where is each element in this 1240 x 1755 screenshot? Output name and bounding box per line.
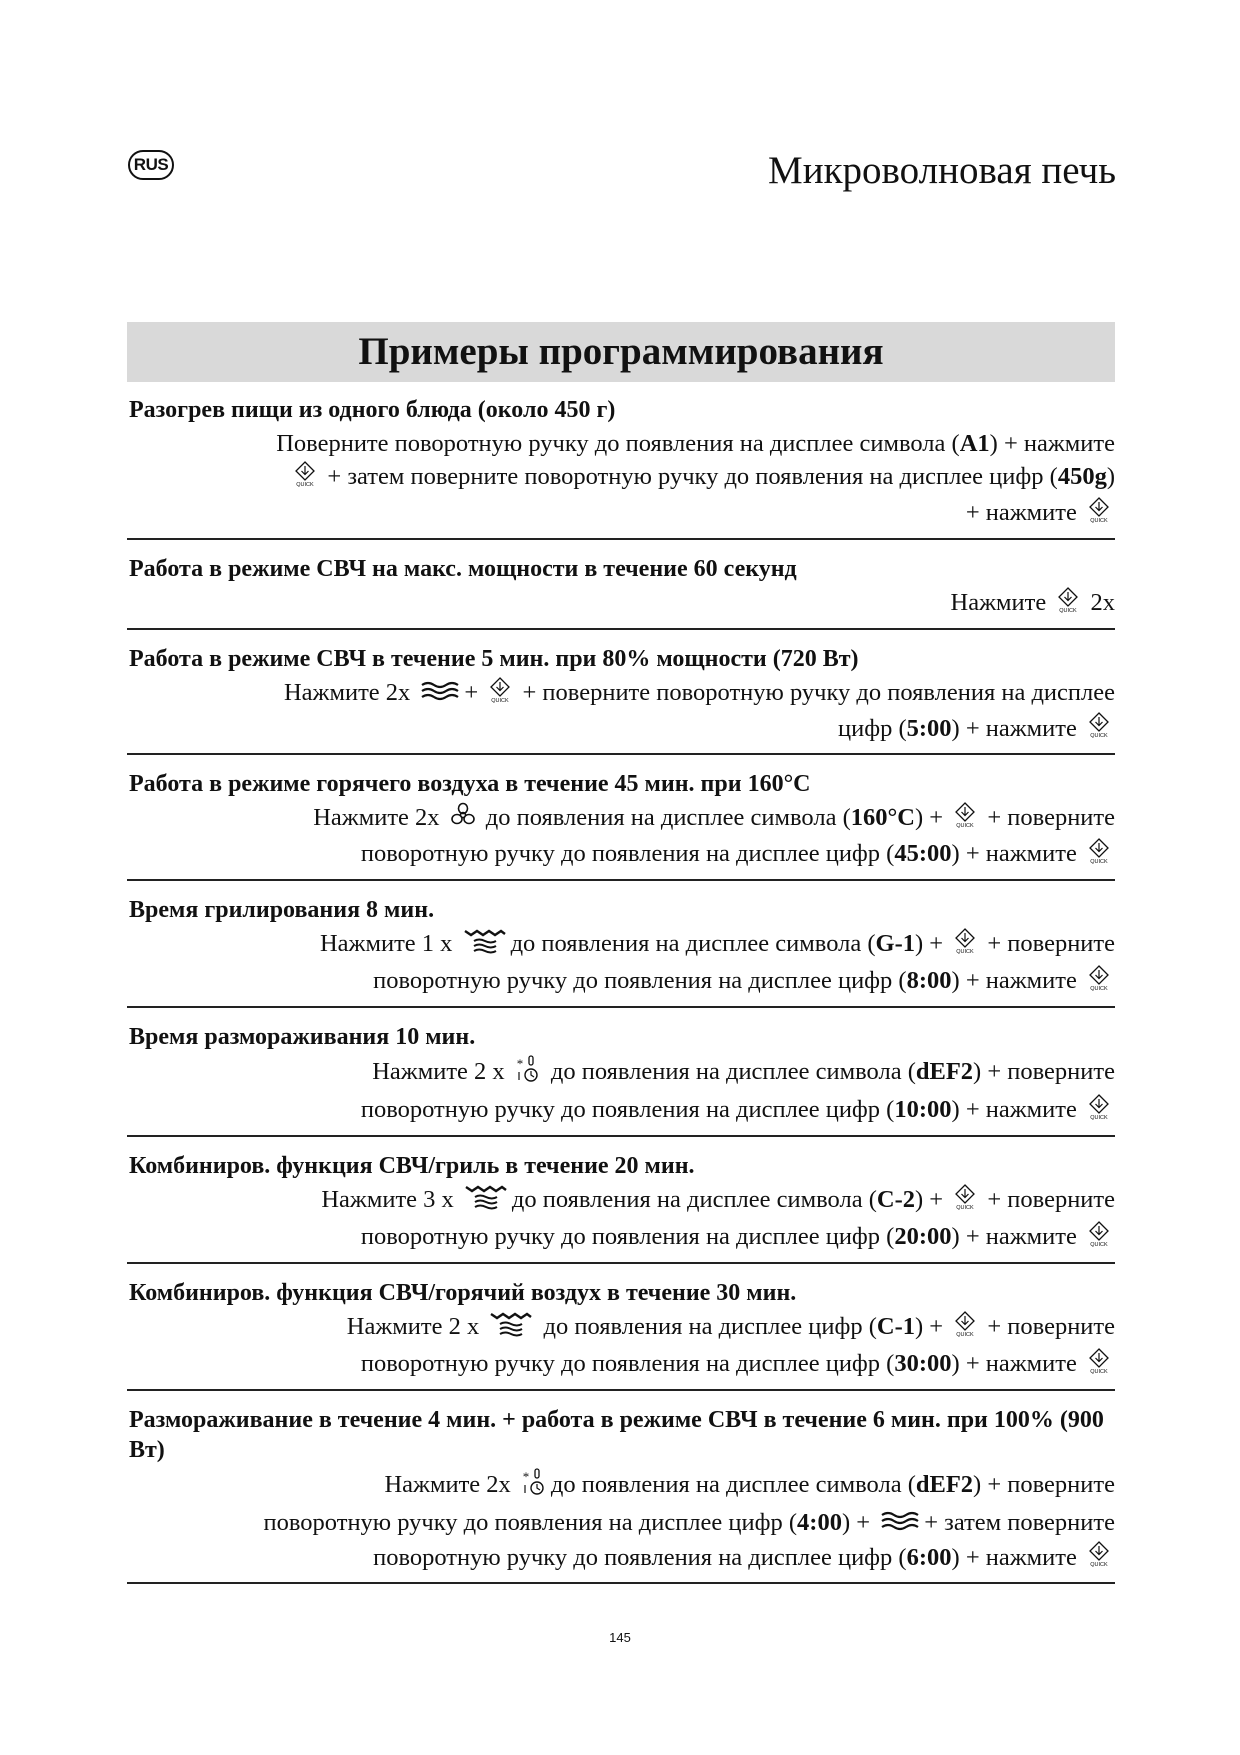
svg-text:QUICK: QUICK [1090,517,1108,523]
svg-text:QUICK: QUICK [1059,607,1078,613]
instruction-line: Поверните поворотную ручку до появления на дисплее символа (A1) + нажмите [276,430,1115,457]
instruction-line: цифр (5:00) + нажмите QUICK [127,712,1115,748]
quick-start-icon [953,802,977,837]
example-block [127,554,1115,630]
quick-start-icon [953,1311,977,1346]
svg-text:QUICK: QUICK [956,1204,974,1210]
instruction-line: Нажмите 2 х * до появления на дисплее символа (dEF2) + поверните [127,1054,1115,1093]
display-value: A1 [959,430,990,457]
example-title: Работа в режиме СВЧ в течение 5 мин. при 80% мощности (720 Вт) [129,645,859,672]
grill-icon [489,1310,533,1347]
svg-text:*: * [516,1056,524,1071]
document-title: Микроволновая печь [768,149,1116,192]
example-block [127,1405,1115,1585]
svg-text:QUICK: QUICK [1090,986,1108,991]
examples-list [127,395,1115,1598]
defrost-icon [515,1054,541,1093]
display-value: C-1 [876,1312,915,1340]
svg-text:QUICK: QUICK [1090,859,1108,865]
example-block [127,895,1115,1008]
instruction-line: Нажмите 2x до появления на дисплее символа (160°C) + QUICK + поверните [127,801,1115,837]
instruction-line: поворотную ручку до появления на дисплее цифр (45:00) + нажмите QUICK [127,837,1115,873]
instruction-line: поворотную ручку до появления на дисплее цифр (8:00) + нажмите QUICK [127,964,1115,1000]
display-value: 10:00 [894,1096,952,1123]
quick-start-icon [1087,497,1111,532]
quick-start-icon [1087,1094,1111,1129]
grill-icon [464,1183,508,1220]
svg-text:QUICK: QUICK [1090,1241,1108,1247]
example-block [127,769,1115,881]
page-number: 145 [609,1630,631,1645]
grill-icon [463,927,507,964]
display-value: 5:00 [906,714,952,742]
example-title: Работа в режиме СВЧ на макс. мощности в течение 60 секунд [129,555,797,582]
instruction-line: Нажмите 2 х до появления на дисплее цифр (C-1) + QUICK + поверните [127,1310,1115,1347]
quick-start-icon [953,1184,977,1219]
microwave-icon [420,678,460,711]
quick-start-icon [293,461,317,496]
svg-text:QUICK: QUICK [1090,1368,1108,1374]
quick-start-icon [1087,1221,1111,1256]
svg-text:QUICK: QUICK [1090,1114,1108,1120]
example-title: Комбиниров. функция СВЧ/гриль в течение 20 мин. [129,1152,695,1179]
example-title: Время размораживания 10 мин. [129,1024,476,1050]
example-title: Работа в режиме горячего воздуха в течение 45 мин. при 160°С [129,771,811,798]
example-title: Комбиниров. функция СВЧ/горячий воздух в течение 30 мин. [129,1279,797,1306]
instruction-line: поворотную ручку до появления на дисплее цифр (4:00) + + затем поверните [127,1506,1115,1541]
instruction-line: Нажмите 1 х до появления на дисплее символа (G-1) + QUICK + поверните [127,927,1115,964]
example-block [127,1022,1115,1137]
quick-start-icon [1087,712,1111,747]
instruction-line: QUICK + затем поверните поворотную ручку до появления на дисплее цифр (450g) [127,460,1115,496]
example-block [127,1278,1115,1391]
quick-start-icon [488,677,512,712]
section-banner: Примеры программирования [127,322,1115,382]
svg-text:QUICK: QUICK [956,949,974,955]
display-value: dEF2 [915,1058,974,1086]
svg-text:QUICK: QUICK [1090,1562,1108,1568]
display-value: 45:00 [894,840,952,868]
instruction-line: поворотную ручку до появления на дисплее цифр (10:00) + нажмите QUICK [127,1093,1115,1129]
microwave-icon [880,1508,920,1541]
quick-start-icon [1087,1348,1111,1383]
language-badge: RUS [128,150,174,180]
quick-start-icon [1087,965,1111,1000]
svg-text:*: * [522,1468,530,1484]
instruction-line: Нажмите QUICK 2x [127,586,1115,622]
instruction-line: + нажмите QUICK [127,496,1115,532]
instruction-line: поворотную ручку до появления на дисплее цифр (20:00) + нажмите QUICK [127,1220,1115,1256]
svg-text:QUICK: QUICK [296,481,315,487]
hot-air-fan-icon [450,802,476,837]
example-block [127,644,1115,756]
quick-start-icon [1056,587,1080,622]
display-value: 6:00 [906,1543,952,1571]
example-title: Размораживание в течение 4 мин. + работа в режиме СВЧ в течение 6 мин. при 100% (900 Вт) [129,1406,1104,1463]
svg-text:QUICK: QUICK [956,823,974,829]
svg-text:QUICK: QUICK [491,697,510,703]
display-value: G-1 [875,930,915,958]
quick-start-icon [1087,838,1111,873]
display-value: 8:00 [906,967,952,995]
example-block [127,1151,1115,1264]
instruction-line: Нажмите 3 х до появления на дисплее символа (C-2) + QUICK + поверните [127,1183,1115,1220]
quick-start-icon [1087,1541,1111,1576]
instruction-line: поворотную ручку до появления на дисплее цифр (6:00) + нажмите QUICK [127,1541,1115,1577]
display-value: 20:00 [894,1222,952,1250]
example-block [127,395,1115,540]
display-value: 450g [1057,463,1107,490]
display-value: C-2 [876,1186,915,1213]
instruction-line: Нажмите 2x + QUICK + поверните поворотную ручку до появления на дисплее [127,676,1115,712]
display-value: 4:00 [797,1508,842,1536]
display-value: dEF2 [915,1470,974,1498]
example-title: Разогрев пищи из одного блюда (около 450 г) [129,397,616,423]
display-value: 160°C [850,804,915,832]
display-value: 30:00 [894,1349,952,1377]
instruction-line: поворотную ручку до появления на дисплее цифр (30:00) + нажмите QUICK [127,1347,1115,1383]
example-title: Время грилирования 8 мин. [129,897,435,924]
svg-text:QUICK: QUICK [1090,733,1108,739]
defrost-icon [521,1467,547,1506]
quick-start-icon [953,928,977,963]
svg-text:QUICK: QUICK [956,1331,974,1337]
instruction-line: Нажмите 2x * до появления на дисплее символа (dEF2) + поверните [127,1467,1115,1506]
